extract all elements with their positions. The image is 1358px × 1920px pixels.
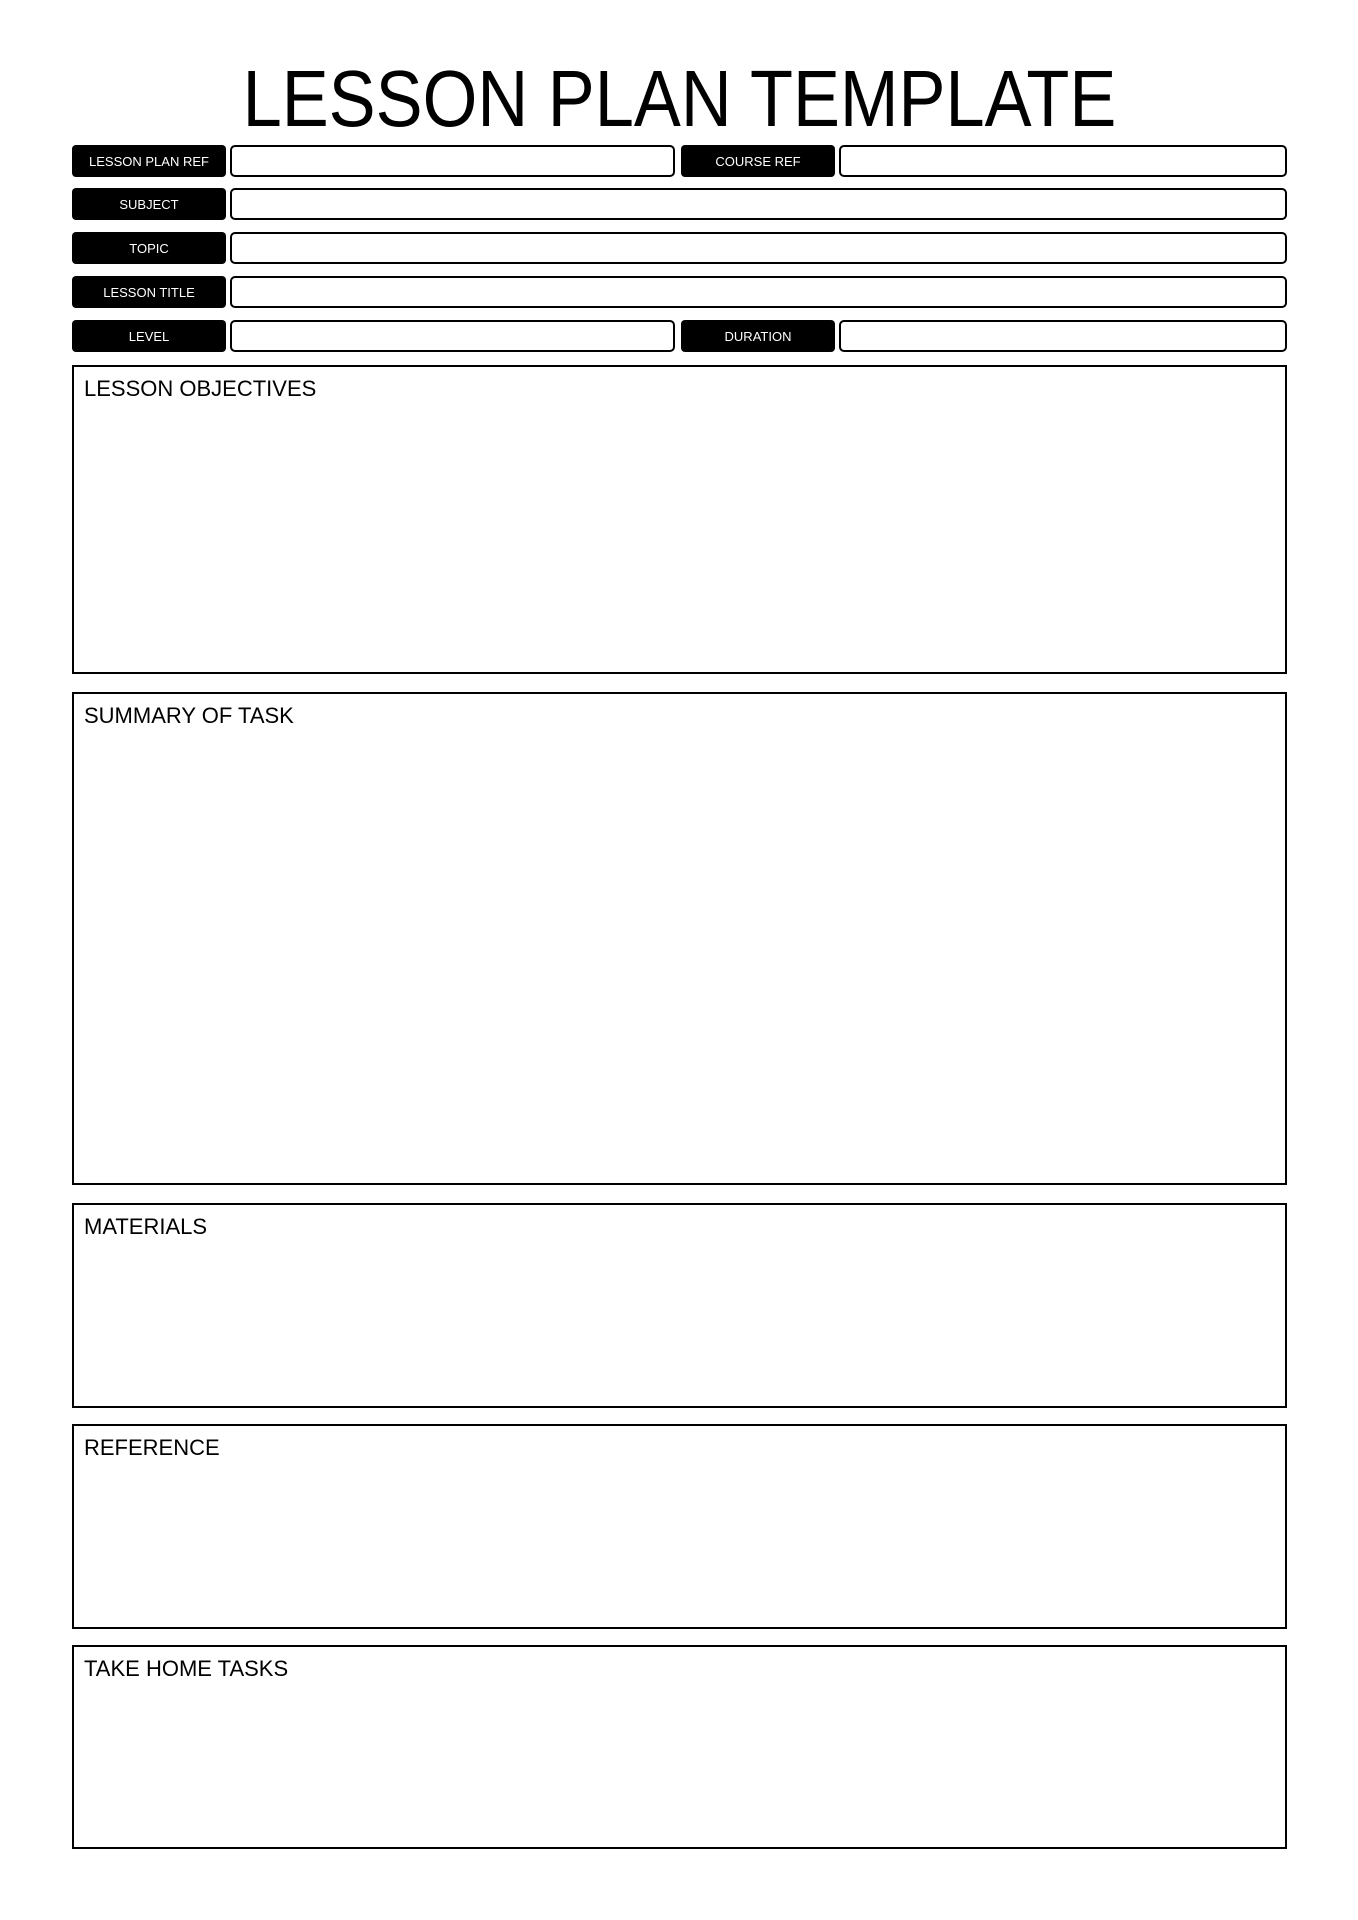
course-ref-label: COURSE REF bbox=[681, 145, 835, 177]
summary-of-task-heading: SUMMARY OF TASK bbox=[84, 703, 294, 728]
materials-textarea[interactable] bbox=[84, 1247, 1275, 1396]
topic-label: TOPIC bbox=[72, 232, 226, 264]
level-label: LEVEL bbox=[72, 320, 226, 352]
lesson-plan-ref-label: LESSON PLAN REF bbox=[72, 145, 226, 177]
course-ref-input[interactable] bbox=[839, 145, 1287, 177]
lesson-objectives-section bbox=[72, 365, 1287, 674]
materials-heading: MATERIALS bbox=[84, 1214, 208, 1239]
lesson-title-label: LESSON TITLE bbox=[72, 276, 226, 308]
subject-input[interactable] bbox=[230, 188, 1287, 220]
materials-section bbox=[72, 1203, 1287, 1408]
page-title-container bbox=[0, 54, 1358, 143]
take-home-tasks-textarea[interactable] bbox=[84, 1689, 1275, 1837]
page-title: LESSON PLAN TEMPLATE bbox=[242, 54, 1116, 143]
lesson-objectives-textarea[interactable] bbox=[84, 409, 1275, 662]
take-home-tasks-section bbox=[72, 1645, 1287, 1849]
summary-of-task-textarea[interactable] bbox=[84, 736, 1275, 1173]
lesson-title-input[interactable] bbox=[230, 276, 1287, 308]
topic-input[interactable] bbox=[230, 232, 1287, 264]
summary-of-task-section bbox=[72, 692, 1287, 1185]
reference-textarea[interactable] bbox=[84, 1468, 1275, 1617]
lesson-plan-ref-input[interactable] bbox=[230, 145, 675, 177]
reference-section bbox=[72, 1424, 1287, 1629]
subject-label: SUBJECT bbox=[72, 188, 226, 220]
duration-label: DURATION bbox=[681, 320, 835, 352]
lesson-objectives-heading: LESSON OBJECTIVES bbox=[84, 376, 317, 401]
level-input[interactable] bbox=[230, 320, 675, 352]
reference-heading: REFERENCE bbox=[84, 1435, 220, 1460]
take-home-tasks-heading: TAKE HOME TASKS bbox=[84, 1656, 289, 1681]
duration-input[interactable] bbox=[839, 320, 1287, 352]
